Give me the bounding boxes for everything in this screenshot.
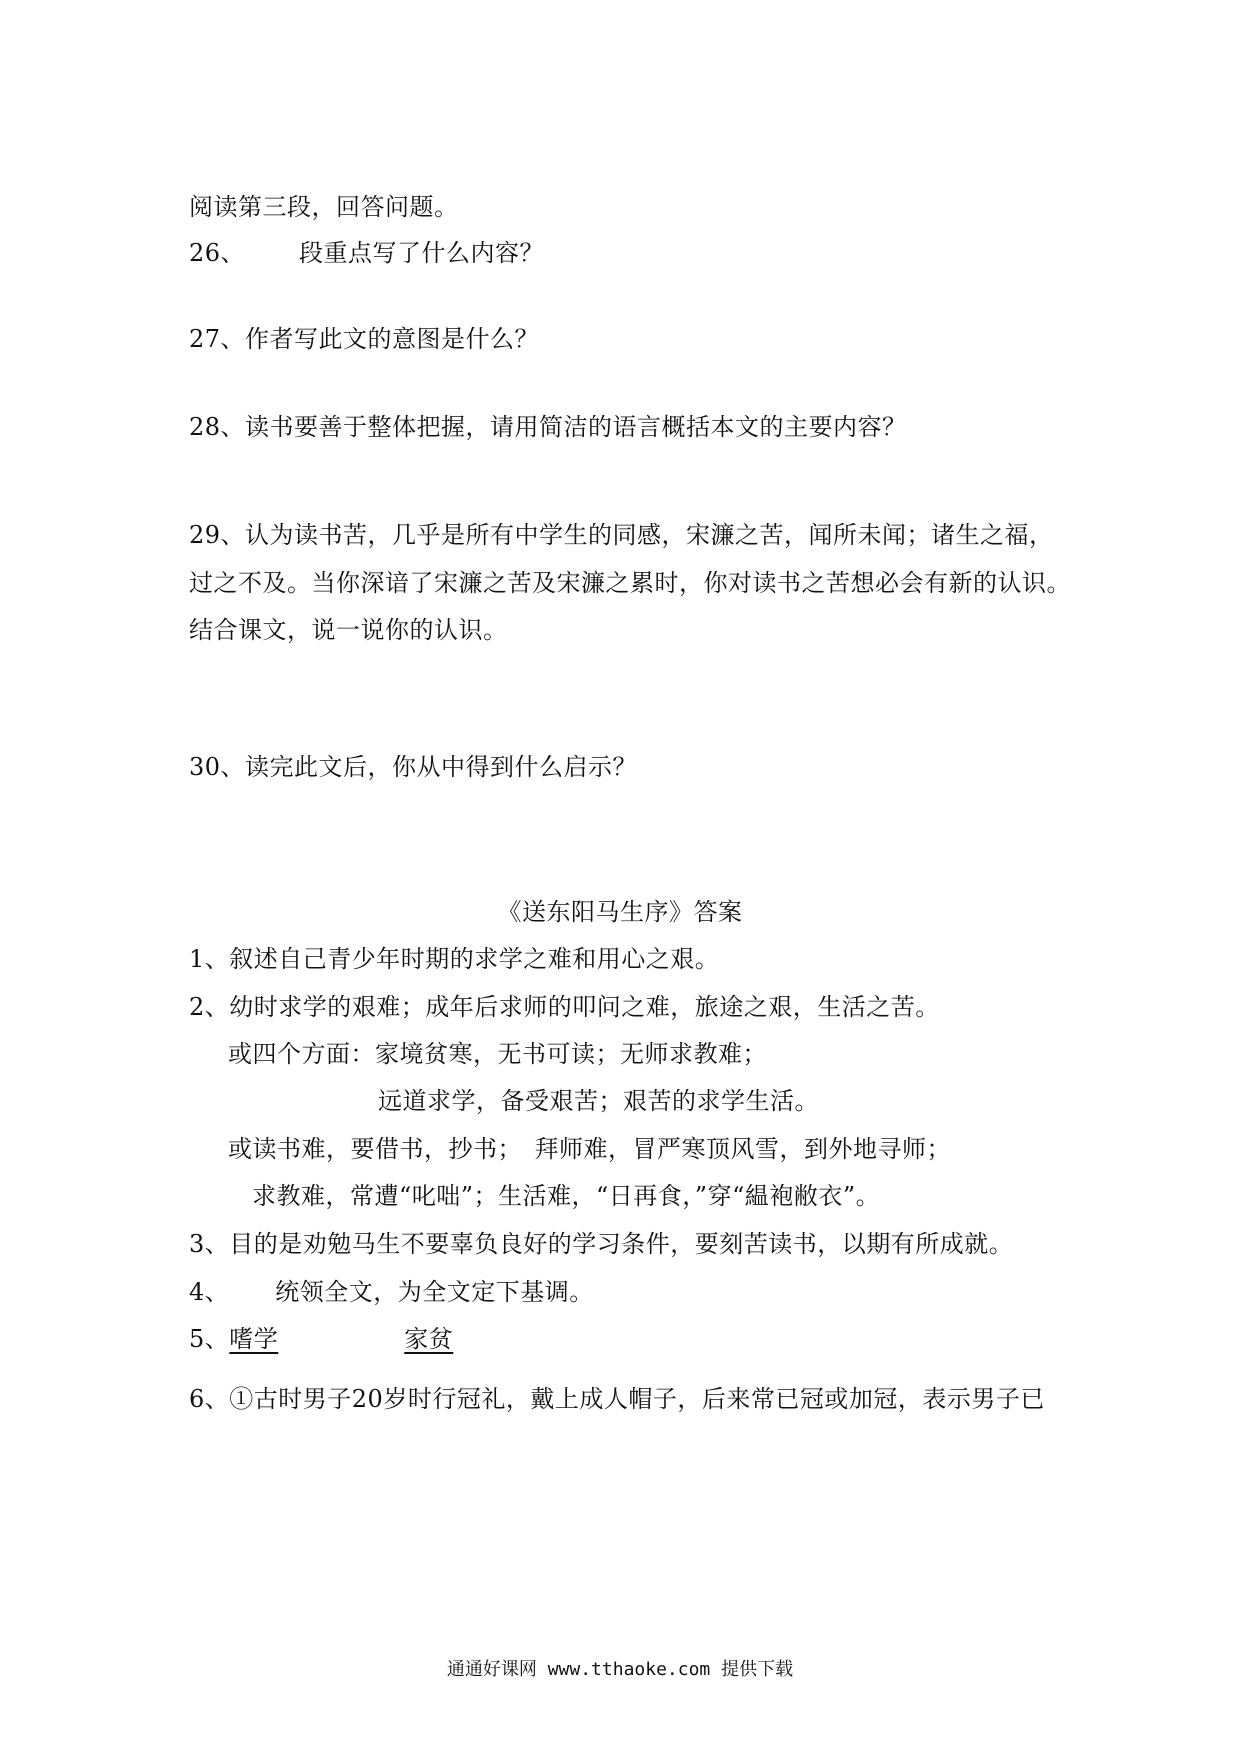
answer-blank-2: 家贫 bbox=[404, 1325, 454, 1353]
answer-3 bbox=[189, 1229, 1013, 1259]
answer-4 bbox=[189, 1277, 594, 1307]
answer-text: 叙述自己青少年时期的求学之难和用心之艰。 bbox=[229, 945, 720, 973]
question-27 bbox=[189, 324, 539, 354]
answer-2-sub-3: 或读书难，要借书，抄书； 拜师难，冒严寒顶风雪，到外地寻师； bbox=[228, 1135, 951, 1163]
question-text: 读完此文后，你从中得到什么启示？ bbox=[245, 753, 638, 781]
question-26 bbox=[189, 238, 544, 268]
answer-1 bbox=[189, 944, 719, 974]
question-number: 29、 bbox=[189, 521, 246, 549]
question-text: 认为读书苦，几乎是所有中学生的同感，宋濂之苦，闻所未闻；诸生之福， bbox=[245, 521, 1054, 549]
answer-text: 目的是劝勉马生不要辜负良好的学习条件，要刻苦读书，以期有所成就。 bbox=[229, 1230, 1014, 1258]
question-number: 27、 bbox=[189, 325, 246, 353]
question-29-line-2: 过之不及。当你深谙了宋濂之苦及宋濂之累时，你对读书之苦想必会有新的认识。 bbox=[189, 569, 1071, 597]
answer-number: 1、 bbox=[189, 945, 230, 973]
answer-6 bbox=[189, 1384, 1045, 1414]
question-29-line-3: 结合课文，说一说你的认识。 bbox=[189, 616, 508, 644]
answer-2 bbox=[189, 992, 940, 1022]
question-30 bbox=[189, 752, 637, 782]
answer-number: 6、 bbox=[189, 1385, 230, 1413]
answer-5 bbox=[189, 1324, 453, 1354]
answer-number: 3、 bbox=[189, 1230, 230, 1258]
question-number: 28、 bbox=[189, 413, 246, 441]
section-intro: 阅读第三段，回答问题。 bbox=[189, 193, 459, 221]
page-footer: 通通好课网 www.tthaoke.com 提供下载 bbox=[446, 1659, 794, 1680]
answer-2-sub-1: 或四个方面：家境贫寒，无书可读；无师求教难； bbox=[228, 1040, 767, 1068]
question-text: 段重点写了什么内容？ bbox=[299, 239, 545, 267]
answer-text: 幼时求学的艰难；成年后求师的叩问之难，旅途之艰，生活之苦。 bbox=[229, 993, 940, 1021]
question-text: 作者写此文的意图是什么？ bbox=[245, 325, 540, 353]
question-number: 30、 bbox=[189, 753, 246, 781]
question-29-line-1 bbox=[189, 520, 1054, 550]
question-28 bbox=[189, 412, 907, 442]
answer-title: 《送东阳马生序》答案 bbox=[497, 898, 743, 926]
answer-number: 5、 bbox=[189, 1325, 230, 1353]
answer-2-sub-2: 远道求学，备受艰苦；艰苦的求学生活。 bbox=[378, 1087, 819, 1115]
answer-2-sub-4: 求教难，常遭“叱咄”；生活难，“日再食，”穿“緼袍敝衣”。 bbox=[252, 1182, 881, 1210]
question-text: 读书要善于整体把握，请用简洁的语言概括本文的主要内容？ bbox=[245, 413, 907, 441]
answer-number: 4、 bbox=[189, 1278, 230, 1306]
answer-number: 2、 bbox=[189, 993, 230, 1021]
answer-blank-1: 嗜学 bbox=[229, 1325, 279, 1353]
answer-text: ①古时男子20岁时行冠礼，戴上成人帽子，后来常已冠或加冠，表示男子已 bbox=[229, 1385, 1045, 1413]
answer-text: 统领全文，为全文定下基调。 bbox=[275, 1278, 594, 1306]
question-number: 26、 bbox=[189, 239, 246, 267]
